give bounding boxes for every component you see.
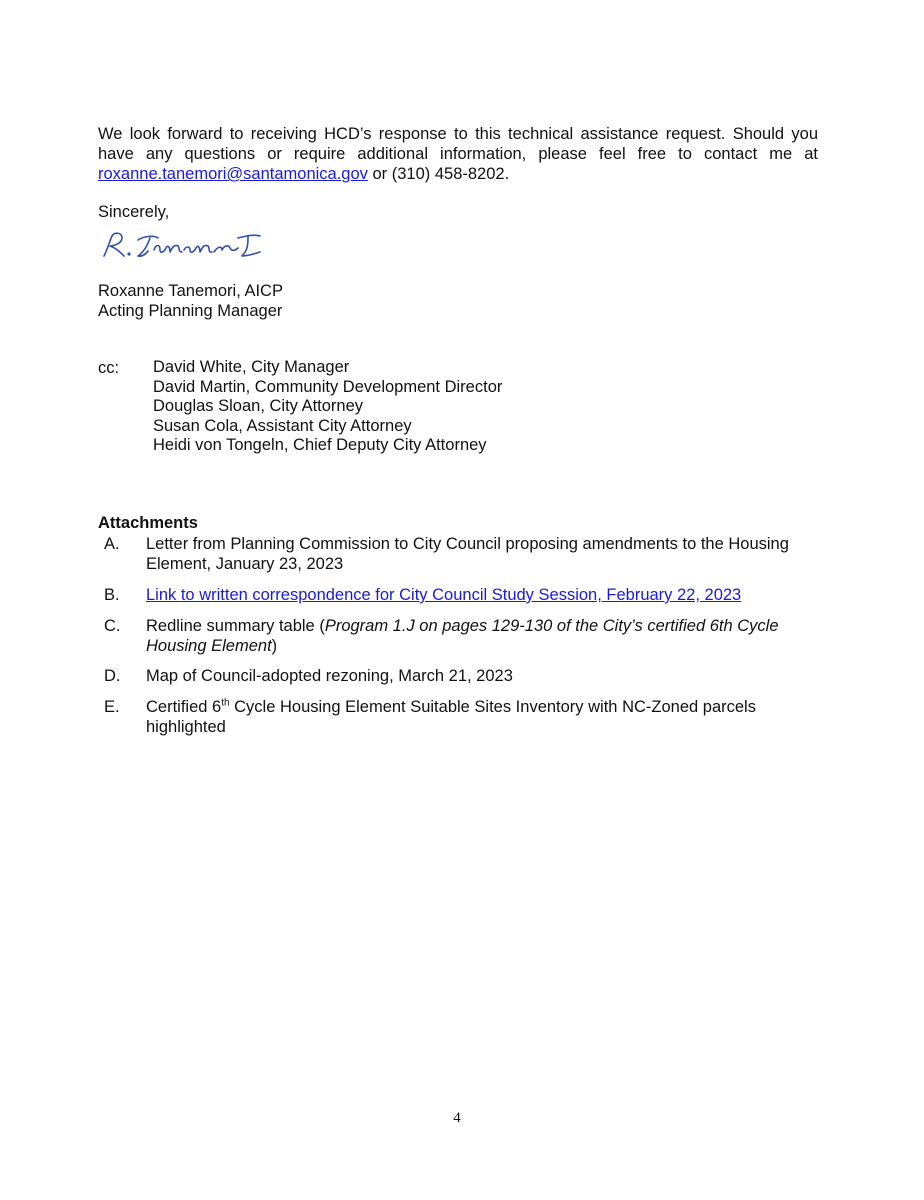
correspondence-link[interactable]: Link to written correspondence for City Council Study Session, February 22, 2023 xyxy=(146,586,742,604)
cc-recipient: David White, City Manager xyxy=(153,358,350,376)
email-link[interactable]: roxanne.tanemori@santamonica.gov xyxy=(98,165,368,183)
signer-title: Acting Planning Manager xyxy=(98,302,283,320)
ordinal-superscript: th xyxy=(221,697,230,709)
valediction: Sincerely, xyxy=(98,203,170,221)
signer-name: Roxanne Tanemori, AICP xyxy=(98,282,283,300)
signer-block xyxy=(98,281,283,321)
attachment-text xyxy=(146,697,816,737)
attachment-text: Map of Council-adopted rezoning, March 21, 2023 xyxy=(146,667,513,685)
attachment-letter: D. xyxy=(104,667,121,685)
cc-label: cc: xyxy=(98,359,120,377)
attachment-text-plain: Redline summary table ( xyxy=(146,617,325,635)
cc-recipient-list xyxy=(153,358,502,456)
attachment-letter: C. xyxy=(104,617,121,635)
cc-recipient: Susan Cola, Assistant City Attorney xyxy=(153,416,412,435)
attachment-letter: B. xyxy=(104,586,120,604)
cc-recipient: Heidi von Tongeln, Chief Deputy City Attorney xyxy=(153,436,487,454)
attachment-text-plain: Cycle Housing Element Suitable Sites Inventory with NC-Zoned parcels highlighted xyxy=(146,698,756,736)
page-number: 4 xyxy=(453,1110,461,1126)
attachment-text-italic: Program 1.J on pages 129-130 of the City’s certified 6th Cycle Housing Element xyxy=(146,617,779,655)
attachment-text xyxy=(146,616,816,656)
closing-paragraph-text: We look forward to receiving HCD’s response to this technical assistance request. Should you have any questions or require additional information, please feel free to contact me at xyxy=(98,125,818,163)
attachment-text-plain: Certified 6 xyxy=(146,698,222,716)
closing-paragraph xyxy=(98,124,818,184)
attachment-letter: E. xyxy=(104,698,120,716)
handwritten-signature xyxy=(98,226,268,266)
attachment-text-plain: ) xyxy=(271,637,278,655)
attachment-letter: A. xyxy=(104,535,120,553)
cc-recipient: David Martin, Community Development Director xyxy=(153,377,503,396)
phone-text: or (310) 458-8202. xyxy=(367,165,510,183)
attachment-text: Letter from Planning Commission to City Council proposing amendments to the Housing Element, January 23, 2023 xyxy=(146,535,789,573)
attachments-heading: Attachments xyxy=(98,514,198,532)
cc-recipient: Douglas Sloan, City Attorney xyxy=(153,397,364,415)
